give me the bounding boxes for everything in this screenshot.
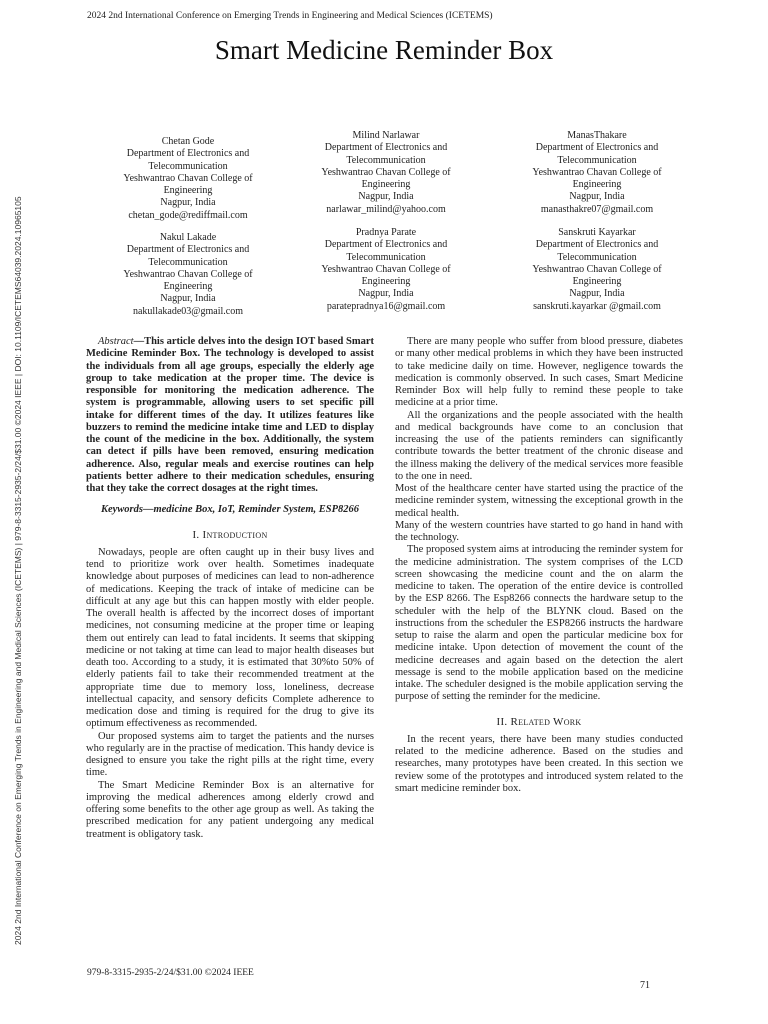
author-block [286, 130, 486, 216]
author-college: Yeshwantrao Chavan College of [123, 268, 253, 280]
author-college: Engineering [361, 276, 411, 288]
keywords: Keywords—medicine Box, IoT, Reminder System, ESP8266 [100, 504, 360, 516]
author-dept: Department of Electronics and [535, 239, 659, 251]
paper-title: Smart Medicine Reminder Box [214, 35, 554, 65]
author-name: Sanskruti Kayarkar [558, 227, 636, 238]
author-college: Yeshwantrao Chavan College of [321, 263, 451, 275]
author-dept: Telecommunication [148, 160, 228, 172]
author-dept: Department of Electronics and [126, 244, 250, 256]
body-paragraph: Most of the healthcare center have started using the practice of the medicine reminder system, witnessing the exceptional growth in the medical health. [395, 483, 683, 519]
conference-header: 2024 2nd International Conference on Emerging Trends in Engineering and Medical Sciences (ICETEMS) [87, 11, 493, 21]
page-number: 71 [640, 980, 650, 991]
author-block [88, 232, 288, 318]
author-name: Milind Narlawar [352, 130, 420, 141]
section-heading-introduction: I. Introduction [192, 528, 268, 541]
author-dept: Telecommunication [148, 256, 228, 268]
author-dept: Department of Electronics and [324, 239, 448, 251]
author-dept: Telecommunication [557, 251, 637, 263]
author-name: Pradnya Parate [355, 227, 417, 238]
author-block [88, 136, 288, 222]
body-paragraph: There are many people who suffer from blood pressure, diabetes or many other medical problems in which they have been instructed to take medicine daily on time. However, negligence towards the medication is commonly observed. In such cases, Smart Medicine Reminder Box will help fully to remind these people to take medicine at a prior time. [395, 336, 683, 409]
author-email: manasthakre07@gmail.com [540, 203, 654, 215]
author-dept: Telecommunication [346, 251, 426, 263]
left-column [86, 336, 374, 841]
author-college: Engineering [163, 281, 213, 293]
author-college: Yeshwantrao Chavan College of [532, 166, 662, 178]
author-city: Nagpur, India [358, 191, 414, 203]
author-college: Engineering [572, 179, 622, 191]
side-citation-text: 2024 2nd International Conference on Emerging Trends in Engineering and Medical Sciences (ICETEMS) | 979-8-3315-2935-2/24/$31.00 ©2024 IEEE | DOI: 10.1109/ICETEMS64039.2024.10965105 [13, 196, 23, 945]
author-city: Nagpur, India [569, 288, 625, 300]
body-paragraph: Nowadays, people are often caught up in their busy lives and tend to prioritize work over health. Sometimes inadequate knowledge about purposes of medicines can lead to non-adherence of medications. Keeping the track of intake of medicine can be difficult at any age but this can happen mostly with elder people. The overall health is affected by the incorrect doses of important medicines, not consuming medicine at the proper time or leaping them out entirely can lead to fatal incidents. It seems that skipping medicine or not taking at time can lead to major health diseases but death too. According to a study, it is estimated that 30%to 50% of elderly patients fail to take their recommended treatment at the appropriate time due to memory loss, loneliness, decrease intellectual capacity, and sensory deficits Complete adherence to medication dose and timing is required for the drug to give its optimum effectiveness as recommended. [86, 546, 374, 730]
author-city: Nagpur, India [160, 293, 216, 305]
author-email: chetan_gode@rediffmail.com [128, 209, 248, 221]
abstract-lead: Abstract [98, 336, 134, 347]
body-paragraph: In the recent years, there have been many studies conducted related to the medicine adherence. Based on the studies and researches, many prototypes have been created. In this section we review some of the prototypes and introduced system related to the smart medicine reminder box. [395, 733, 683, 794]
body-paragraph: Many of the western countries have started to go hand in hand with the technology. [395, 519, 683, 543]
author-block [497, 130, 697, 216]
author-name: Nakul Lakade [159, 232, 217, 243]
body-paragraph: All the organizations and the people associated with the health and medical backgrounds have come to an conclusion that increasing the use of the patients reminders can significantly contribute towards the better treatment of the chronic disease and the illness making the delivery of the medical services more feasible to the one in need. [395, 409, 683, 482]
author-college: Yeshwantrao Chavan College of [123, 172, 253, 184]
author-email: paratepradnya16@gmail.com [326, 300, 446, 312]
author-block [286, 227, 486, 313]
author-dept: Department of Electronics and [535, 142, 659, 154]
author-dept: Department of Electronics and [324, 142, 448, 154]
body-paragraph: The Smart Medicine Reminder Box is an alternative for improving the medical adherences among elderly crowd and offering some benefits to the other age group as well. As taking the prescribed medication for any patient undergoing any medical treatment is obligatory task. [86, 779, 374, 840]
author-college: Yeshwantrao Chavan College of [532, 263, 662, 275]
author-college: Engineering [361, 179, 411, 191]
author-dept: Department of Electronics and [126, 148, 250, 160]
body-paragraph: The proposed system aims at introducing the reminder system for the medicine administration. The system comprises of the LCD screen showcasing the medicine count and the on alarm the medicine to taken. The operation of the entire device is controlled by the ESP 8266. The Esp8266 connects the hardware setup to the scheduler with the help of the BLYNK cloud. Based on the instructions from the scheduler the ESP8266 instructs the hardware setup to raise the alarm and open the particular medicine box for medicine intake. Upon detection of movement the count of the medicine decreases and again based on the detection the alert message is send to the mobile application based on the medicine intake. The scheduler designed is the mobile application serving the purpose of setting the reminder for the medicine. [395, 544, 683, 703]
abstract [86, 336, 374, 495]
abstract-text: —This article delves into the design IOT based Smart Medicine Reminder Box. The technology is developed to assist the individuals from all age groups, especially the elderly age group to take medication at the proper time. The device is responsible for monitoring the medication adherence. The system is programmable, allowing users to set specific pill intake for different times of the day. It utilizes features like buzzers to remind the medicine intake time and LED to display the count of the medicine in the box. Additionally, the system can detect if pills have been removed, ensuring medication adherence. Also, regular meals and exercise routines can help patients better adhere to their medication schedules, ensuring that they take the correct dosages at the right times. [86, 336, 374, 494]
author-city: Nagpur, India [160, 197, 216, 209]
section-heading-related-work: II. Related Work [496, 715, 582, 728]
author-city: Nagpur, India [569, 191, 625, 203]
author-college: Engineering [163, 185, 213, 197]
author-email: narlawar_milind@yahoo.com [326, 203, 446, 215]
author-email: sanskruti.kayarkar @gmail.com [533, 300, 661, 312]
author-name: ManasThakare [567, 130, 627, 141]
author-city: Nagpur, India [358, 288, 414, 300]
right-column [395, 336, 683, 795]
author-email: nakullakade03@gmail.com [132, 305, 243, 317]
author-dept: Telecommunication [557, 154, 637, 166]
author-college: Engineering [572, 276, 622, 288]
copyright-footer: 979-8-3315-2935-2/24/$31.00 ©2024 IEEE [87, 968, 254, 978]
author-block [497, 227, 697, 313]
body-paragraph: Our proposed systems aim to target the patients and the nurses who regularly are in the practise of medication. This handy device is designed to ensure you take the right pills at the right time, every time. [86, 730, 374, 779]
author-college: Yeshwantrao Chavan College of [321, 166, 451, 178]
author-name: Chetan Gode [161, 136, 215, 147]
author-dept: Telecommunication [346, 154, 426, 166]
